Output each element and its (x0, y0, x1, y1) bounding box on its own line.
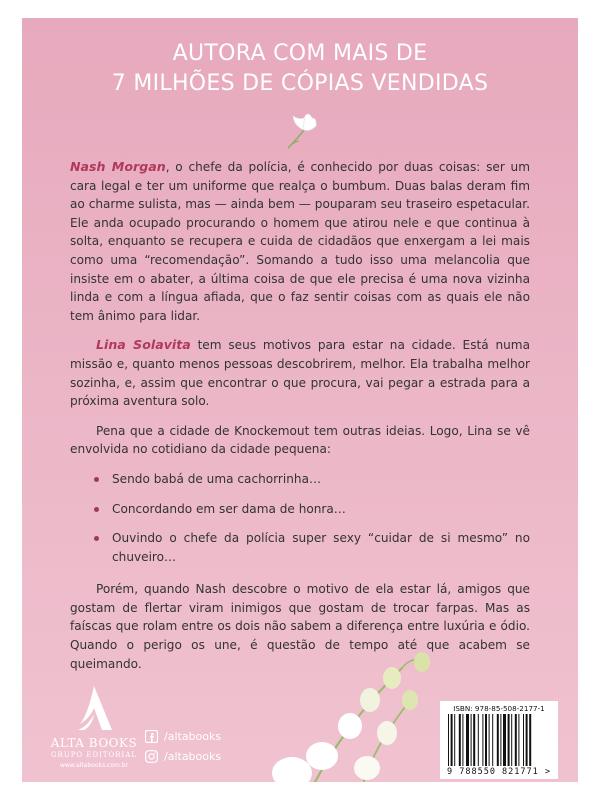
character-name-lina: Lina Solavita (96, 337, 191, 353)
isbn-digits: 9 788550 821771 > (447, 767, 551, 777)
list-item: Ouvindo o chefe da polícia super sexy “cuidar de si mesmo” no chuveiro… (70, 529, 530, 566)
character-name-nash: Nash Morgan (70, 159, 166, 174)
headline-line-2: 7 MILHÕES DE CÓPIAS VENDIDAS (111, 71, 489, 96)
instagram-icon (145, 750, 158, 763)
list-item: Sendo babá de uma cachorrinha… (70, 470, 530, 489)
facebook-link[interactable] (145, 726, 221, 746)
bullet-icon (94, 536, 99, 541)
publisher-subtitle: GRUPO EDITORIAL (50, 751, 138, 759)
paragraph-2-text: tem seus motivos para estar na cidade. Está numa missão e, quanto menos pessoas descobrirem, melhor. Ela trabalha melhor sozinha, e, assim que encontrar o que procura, vai pegar a estrada para a próxima aventura solo. (70, 338, 530, 409)
synopsis (70, 158, 530, 684)
social-links (145, 726, 221, 766)
paragraph-2 (70, 336, 530, 410)
headline-line-1: AUTORA COM MAIS DE (172, 41, 428, 66)
paragraph-4: Porém, quando Nash descobre o motivo de ela estar lá, amigos que gostam de flertar viram inimigos que gostam de trocar farpas. Mas as faíscas que rolam entre os dois não sabem a diferença entre luxúria e ódio. Quando o perigo os une, é questão de tempo até que acabem se queimando. (70, 582, 530, 671)
publisher-logo (44, 684, 144, 782)
publisher-name: ALTA BOOKS (50, 736, 138, 750)
isbn-label: ISBN: 978-85-508-2177-1 (453, 704, 545, 713)
paragraph-3: Pena que a cidade de Knockemout tem outras ideias. Logo, Lina se vê envolvida no cotidiano da cidade pequena: (70, 423, 530, 457)
paragraph-1-text: , o chefe da polícia, é conhecido por duas coisas: ser um cara legal e ter um uniforme que realça o bumbum. Duas balas deram fim ao charme sulista, mas — ainda bem — pouparam seu traseiro espetacular. Ele anda ocupado procurando o homem que atirou nele e que continua à solta, enquanto se recupera e cuida de cidadãos que enxergam a lei mais como uma “recomendação”. Somando a tudo isso uma melancolia que insiste em o abater, a última coisa de que ele precisa é uma nova vizinha linda e com a língua afiada, que o faz sentir coisas com as quais ele não tem ânimo para lidar. (70, 160, 531, 323)
book-back-cover (22, 18, 578, 782)
alta-books-logo-icon (74, 684, 114, 734)
lily-flower-icon (284, 108, 324, 154)
list-item: Concordando em ser dama de honra… (70, 500, 530, 519)
bullet-list (70, 470, 530, 566)
instagram-link[interactable] (145, 746, 221, 766)
publisher-url: www.altabooks.com.br (59, 762, 129, 769)
facebook-handle: /altabooks (164, 729, 222, 743)
instagram-handle: /altabooks (164, 749, 222, 763)
lily-of-the-valley-icon (252, 638, 452, 782)
paragraph-1 (70, 158, 530, 325)
bullet-icon (94, 507, 99, 512)
isbn-barcode (440, 701, 558, 779)
headline (22, 39, 578, 99)
barcode-icon (446, 714, 552, 766)
facebook-icon (145, 730, 158, 743)
bullet-icon (94, 477, 99, 482)
